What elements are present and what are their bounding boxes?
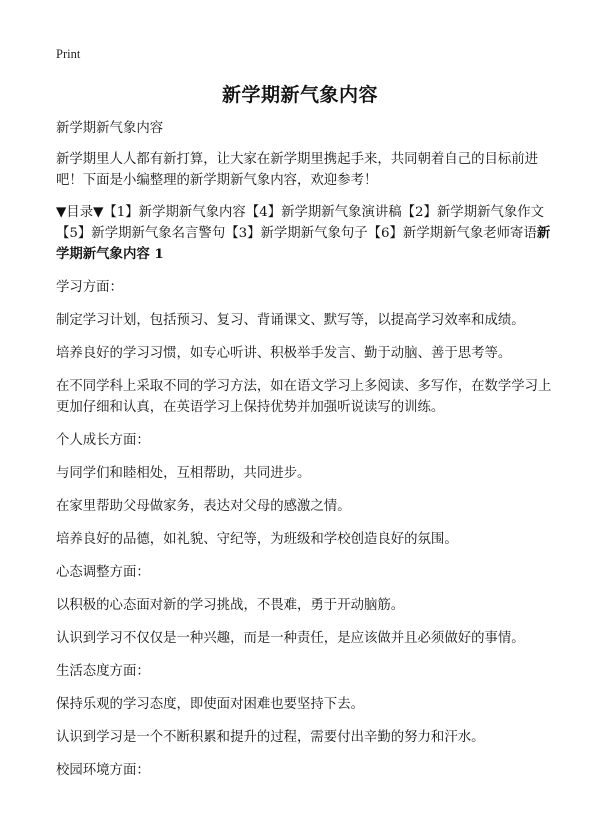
section-heading: 新学期新气象内容 1: [56, 225, 551, 262]
table-of-contents: [56, 202, 554, 265]
print-link[interactable]: Print: [56, 47, 81, 61]
paragraph: 保持乐观的学习态度，即使面对困难也要坚持下去。: [56, 697, 364, 712]
paragraph: 在不同学科上采取不同的学习方法，如在语文学习上多阅读、多写作，在数学学习上更加仔细和认真，在英语学习上保持优势并加强听说读写的训练。: [56, 379, 552, 415]
paragraph: 与同学们和睦相处，互相帮助，共同进步。: [56, 466, 311, 481]
paragraph: 个人成长方面：: [56, 433, 150, 448]
intro-paragraph: 新学期里人人都有新打算，让大家在新学期里携起手来，共同朝着自己的目标前进吧！下面是小编整理的新学期新气象内容，欢迎参考！: [56, 152, 539, 188]
article-subtitle: 新学期新气象内容: [56, 121, 164, 136]
paragraph: 在家里帮助父母做家务，表达对父母的感激之情。: [56, 499, 351, 514]
page-title: 新学期新气象内容: [221, 84, 378, 106]
paragraph: 生活态度方面：: [56, 664, 150, 679]
paragraph: 认识到学习是一个不断积累和提升的过程，需要付出辛勤的努力和汗水。: [56, 730, 485, 745]
paragraph: 培养良好的品德，如礼貌、守纪等，为班级和学校创造良好的氛围。: [56, 532, 458, 547]
article-body: [56, 118, 554, 793]
toc-links[interactable]: ▼目录▼【1】新学期新气象内容【4】新学期新气象演讲稿【2】新学期新气象作文【5】新学期新气象名言警句【3】新学期新气象句子【6】新学期新气象老师寄语: [56, 205, 545, 241]
paragraph: 学习方面：: [56, 280, 123, 295]
paragraph: 制定学习计划，包括预习、复习、背诵课文、默写等，以提高学习效率和成绩。: [56, 313, 525, 328]
paragraph: 校园环境方面：: [56, 763, 150, 778]
paragraph: 认识到学习不仅仅是一种兴趣，而是一种责任，是应该做并且必须做好的事情。: [56, 631, 525, 646]
paragraph: 培养良好的学习习惯，如专心听讲、积极举手发言、勤于动脑、善于思考等。: [56, 346, 512, 361]
paragraph: 心态调整方面：: [56, 565, 150, 580]
paragraph: 以积极的心态面对新的学习挑战，不畏难，勇于开动脑筋。: [56, 598, 405, 613]
